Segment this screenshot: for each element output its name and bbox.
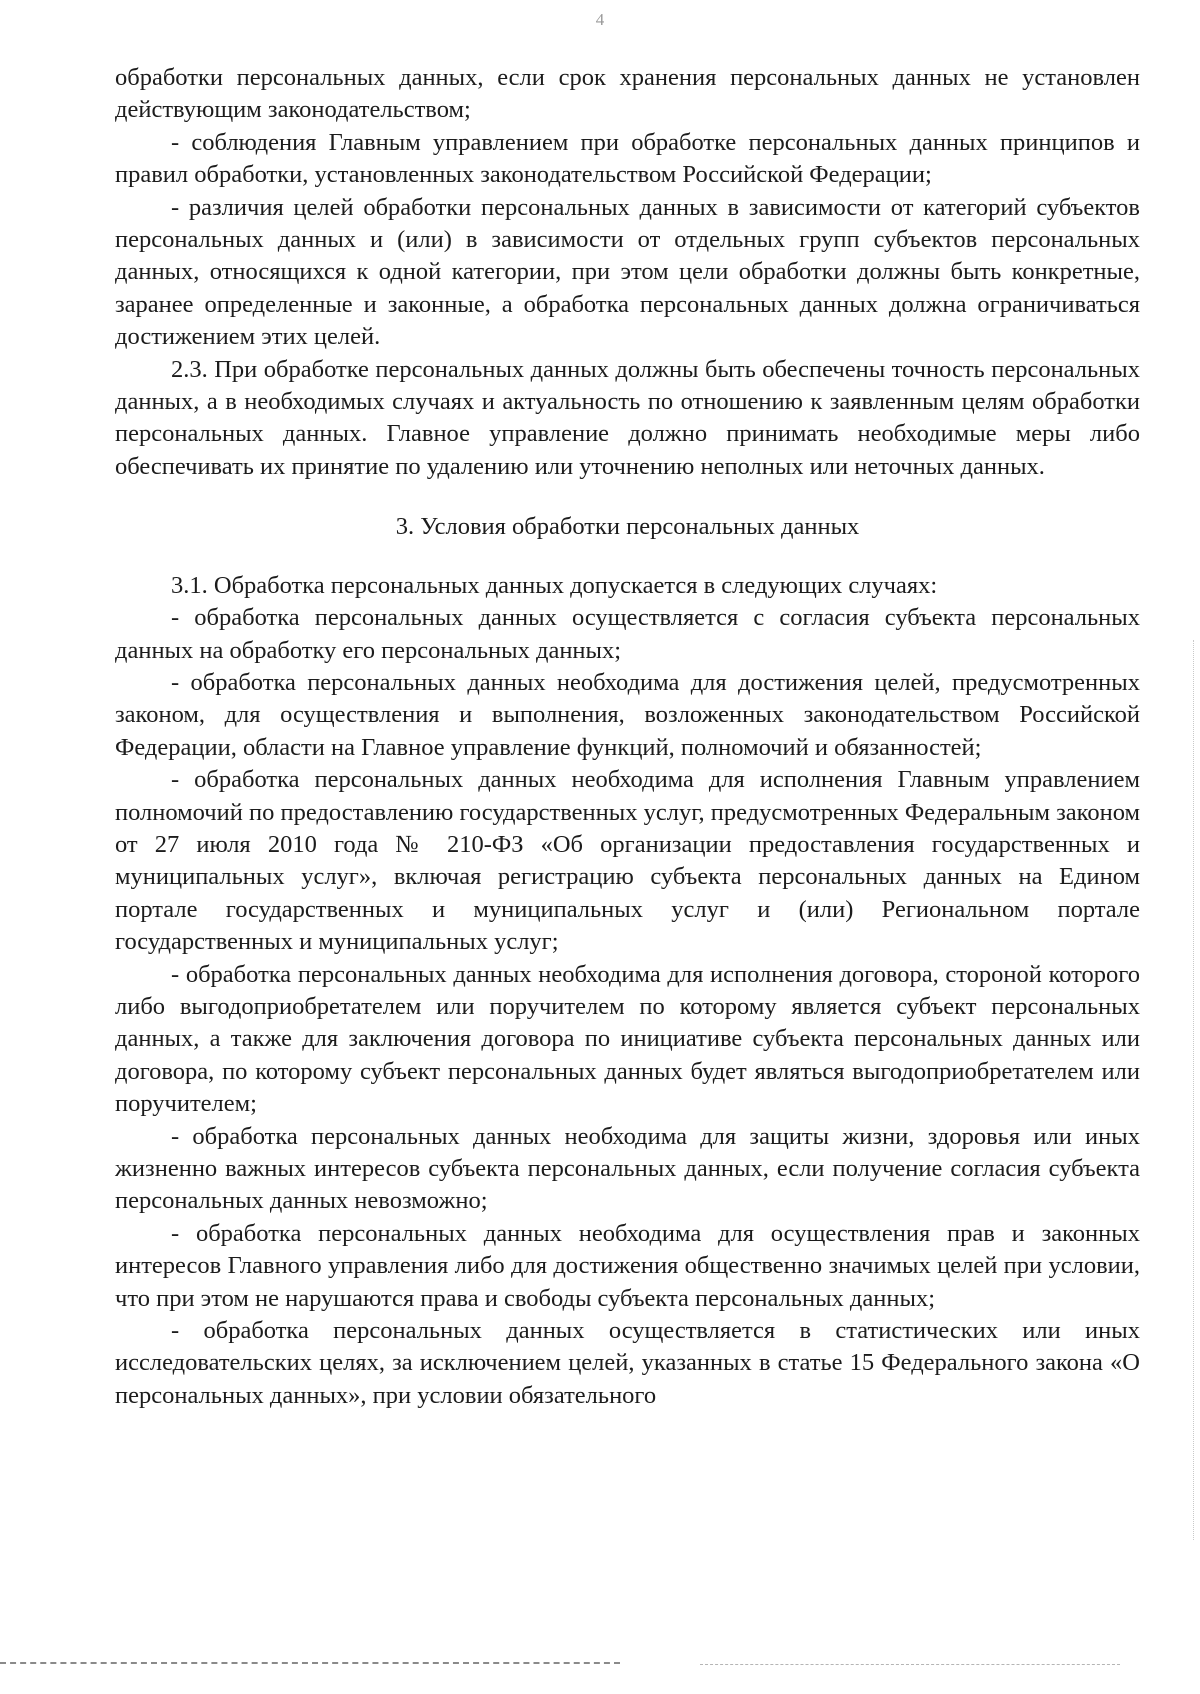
section-heading: 3. Условия обработки персональных данных [395, 513, 860, 541]
list-item-state-services: - обработка персональных данных необходима для исполнения Главным управлением полномочий по предоставлению государственных услуг, предусмотренных Федеральным законом от 27 июля 2010 года № 210-ФЗ «Об организации предоставления государственных и муниципальных услуг», включая регистрацию субъекта персональных данных на Едином портале государственных и муниципальных услуг и (или) Региональном портале государственных и муниципальных услуг; [115, 766, 1140, 956]
paragraph-continuation: обработки персональных данных, если срок хранения персональных данных не установлен действующим законодательством; [115, 64, 1140, 124]
paragraph-purposes: - различия целей обработки персональных данных в зависимости от категорий субъектов персональных данных и (или) в зависимости от отдельных групп субъектов персональных данных, относящихся к одной категории, при этом цели обработки должны быть конкретные, заранее определенные и законные, а обработка персональных данных должна ограничиваться достижением этих целей. [115, 193, 1140, 351]
list-item-contract: - обработка персональных данных необходима для исполнения договора, стороной которого либо выгодоприобретателем или поручителем по которому является субъект персональных данных, а также для заключения договора по инициативе субъекта персональных данных или договора, по которому субъект персональных данных будет являться выгодоприобретателем или поручителем; [115, 960, 1140, 1118]
paragraph-3-1: 3.1. Обработка персональных данных допускается в следующих случаях: [171, 571, 938, 599]
list-item-statistics: - обработка персональных данных осуществляется в статистических или иных исследовательских целях, за исключением целей, указанных в статье 15 Федерального закона «О персональных данных», при условии обязательного [115, 1317, 1140, 1409]
list-item-law-purposes: - обработка персональных данных необходима для достижения целей, предусмотренных законом, для осуществления и выполнения, возложенных законодательством Российской Федерации, области на Главное управление функций, полномочий и обязанностей; [115, 668, 1140, 761]
paragraph-principles: - соблюдения Главным управлением при обработке персональных данных принципов и правил обработки, установленных законодательством Российской Федерации; [115, 128, 1140, 189]
list-item-consent: - обработка персональных данных осуществляется с согласия субъекта персональных данных на обработку его персональных данных; [115, 604, 1140, 664]
scan-artifact-line [700, 1664, 1120, 1665]
list-item-legitimate-interests: - обработка персональных данных необходима для осуществления прав и законных интересов Главного управления либо для достижения общественно значимых целей при условии, что при этом не нарушаются права и свободы субъекта персональных данных; [115, 1219, 1140, 1312]
list-item-vital-interests: - обработка персональных данных необходима для защиты жизни, здоровья или иных жизненно важных интересов субъекта персональных данных, если получение согласия субъекта персональных данных невозможно; [115, 1122, 1140, 1215]
scan-artifact-line [0, 1662, 620, 1664]
page-number: 4 [595, 10, 605, 29]
scan-edge-marks [1190, 640, 1194, 1540]
paragraph-2-3: 2.3. При обработке персональных данных должны быть обеспечены точность персональных данных, а в необходимых случаях и актуальность по отношению к заявленным целям обработки персональных данных. Главное управление должно принимать необходимые меры либо обеспечивать их принятие по удалению или уточнению неполных или неточных данных. [115, 355, 1140, 480]
document-body [115, 62, 1140, 1412]
